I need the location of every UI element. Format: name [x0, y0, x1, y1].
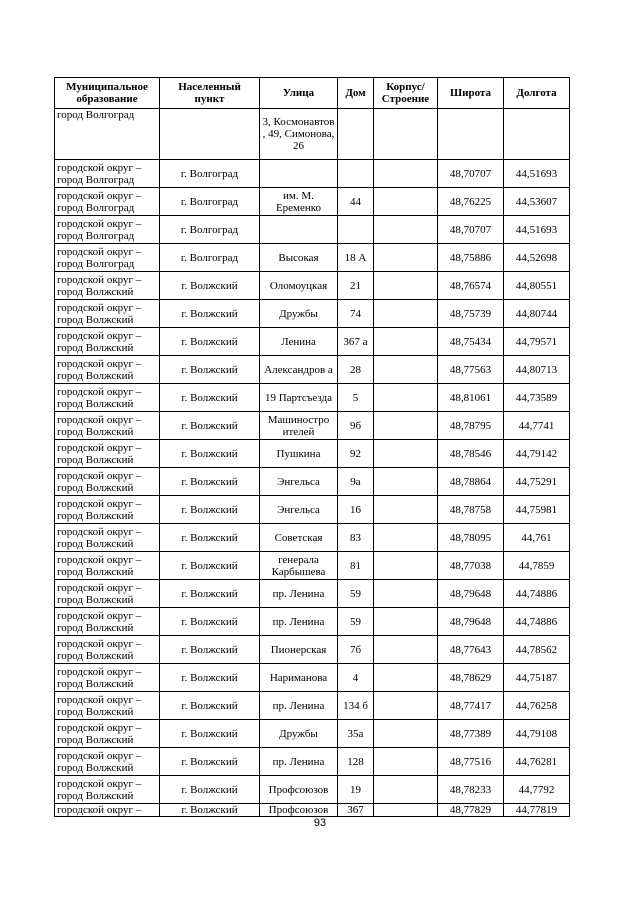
cell-latitude: 48,75434: [438, 328, 504, 356]
cell-latitude: 48,75739: [438, 300, 504, 328]
cell-building: [374, 412, 438, 440]
cell-building: [374, 188, 438, 216]
table-row: [55, 664, 570, 692]
cell-municipality: городской округ – город Волжский: [55, 552, 160, 580]
cell-street: [260, 160, 338, 188]
cell-municipality: городской округ – город Волжский: [55, 496, 160, 524]
table-row: [55, 160, 570, 188]
cell-latitude: 48,77038: [438, 552, 504, 580]
cell-municipality: городской округ – город Волжский: [55, 692, 160, 720]
cell-longitude: 44,80744: [504, 300, 570, 328]
cell-house: 59: [338, 580, 374, 608]
cell-street: пр. Ленина: [260, 692, 338, 720]
cell-building: [374, 608, 438, 636]
cell-building: [374, 300, 438, 328]
cell-longitude: 44,73589: [504, 384, 570, 412]
cell-municipality: городской округ – город Волжский: [55, 272, 160, 300]
cell-house: 35а: [338, 720, 374, 748]
cell-settlement: [160, 109, 260, 160]
cell-building: [374, 160, 438, 188]
table-row: [55, 692, 570, 720]
cell-municipality: городской округ – город Волжский: [55, 636, 160, 664]
cell-municipality: городской округ – город Волжский: [55, 384, 160, 412]
cell-street: [260, 216, 338, 244]
cell-longitude: 44,53607: [504, 188, 570, 216]
cell-settlement: г. Волжский: [160, 412, 260, 440]
cell-street: Дружбы: [260, 300, 338, 328]
cell-latitude: 48,78795: [438, 412, 504, 440]
cell-settlement: г. Волжский: [160, 300, 260, 328]
cell-house: 134 б: [338, 692, 374, 720]
table-row: [55, 300, 570, 328]
table-header-row: [55, 78, 570, 109]
cell-latitude: 48,79648: [438, 580, 504, 608]
table-row: [55, 384, 570, 412]
cell-street: Александров а: [260, 356, 338, 384]
cell-settlement: г. Волжский: [160, 496, 260, 524]
cell-street: Нариманова: [260, 664, 338, 692]
cell-settlement: г. Волжский: [160, 384, 260, 412]
cell-municipality: городской округ – город Волжский: [55, 440, 160, 468]
cell-house: 21: [338, 272, 374, 300]
cell-house: 9а: [338, 468, 374, 496]
table-row: [55, 636, 570, 664]
cell-building: [374, 244, 438, 272]
cell-longitude: 44,80713: [504, 356, 570, 384]
cell-longitude: 44,7792: [504, 776, 570, 804]
cell-street: генерала Карбышева: [260, 552, 338, 580]
cell-settlement: г. Волжский: [160, 608, 260, 636]
cell-settlement: г. Волжский: [160, 804, 260, 817]
cell-street: Профсоюзов: [260, 776, 338, 804]
cell-municipality: городской округ – город Волгоград: [55, 216, 160, 244]
header-latitude: Широта: [438, 78, 504, 109]
cell-house: 83: [338, 524, 374, 552]
cell-municipality: городской округ – город Волжский: [55, 664, 160, 692]
table-row: [55, 272, 570, 300]
table-row: [55, 496, 570, 524]
header-municipality: Муниципальное образование: [55, 78, 160, 109]
cell-house: 367: [338, 804, 374, 817]
cell-longitude: 44,76281: [504, 748, 570, 776]
cell-building: [374, 109, 438, 160]
table-row: [55, 580, 570, 608]
cell-house: 4: [338, 664, 374, 692]
table-row: [55, 440, 570, 468]
table-row: [55, 468, 570, 496]
cell-building: [374, 580, 438, 608]
cell-settlement: г. Волжский: [160, 636, 260, 664]
cell-street: Профсоюзов: [260, 804, 338, 817]
cell-longitude: 44,75291: [504, 468, 570, 496]
cell-latitude: 48,75886: [438, 244, 504, 272]
cell-settlement: г. Волжский: [160, 692, 260, 720]
cell-longitude: 44,51693: [504, 160, 570, 188]
cell-street: Дружбы: [260, 720, 338, 748]
table-row: [55, 188, 570, 216]
cell-longitude: 44,75981: [504, 496, 570, 524]
cell-building: [374, 804, 438, 817]
cell-longitude: 44,79571: [504, 328, 570, 356]
cell-latitude: 48,79648: [438, 608, 504, 636]
cell-house: 28: [338, 356, 374, 384]
cell-settlement: г. Волгоград: [160, 188, 260, 216]
cell-municipality: городской округ – город Волжский: [55, 328, 160, 356]
table-row: [55, 412, 570, 440]
cell-house: 19: [338, 776, 374, 804]
cell-latitude: 48,70707: [438, 160, 504, 188]
cell-municipality: городской округ –: [55, 804, 160, 817]
cell-street: пр. Ленина: [260, 608, 338, 636]
cell-longitude: 44,79142: [504, 440, 570, 468]
cell-municipality: городской округ – город Волгоград: [55, 244, 160, 272]
table-row: [55, 720, 570, 748]
cell-building: [374, 328, 438, 356]
table-row: [55, 109, 570, 160]
table-row: [55, 216, 570, 244]
cell-house: 44: [338, 188, 374, 216]
cell-latitude: 48,77563: [438, 356, 504, 384]
cell-latitude: 48,77516: [438, 748, 504, 776]
cell-longitude: 44,7741: [504, 412, 570, 440]
cell-latitude: 48,78095: [438, 524, 504, 552]
cell-street: Энгельса: [260, 496, 338, 524]
cell-latitude: 48,77417: [438, 692, 504, 720]
cell-house: 81: [338, 552, 374, 580]
table-row: [55, 328, 570, 356]
table-body: [55, 109, 570, 817]
cell-house: 7б: [338, 636, 374, 664]
cell-municipality: городской округ – город Волжский: [55, 580, 160, 608]
cell-street: Ленина: [260, 328, 338, 356]
table-row: [55, 244, 570, 272]
cell-longitude: 44,51693: [504, 216, 570, 244]
cell-latitude: 48,77389: [438, 720, 504, 748]
cell-building: [374, 748, 438, 776]
cell-street: пр. Ленина: [260, 748, 338, 776]
cell-settlement: г. Волжский: [160, 552, 260, 580]
cell-settlement: г. Волгоград: [160, 216, 260, 244]
cell-longitude: 44,80551: [504, 272, 570, 300]
cell-latitude: 48,78758: [438, 496, 504, 524]
table-row: [55, 608, 570, 636]
cell-house: 5: [338, 384, 374, 412]
cell-building: [374, 552, 438, 580]
cell-building: [374, 468, 438, 496]
cell-settlement: г. Волгоград: [160, 160, 260, 188]
cell-building: [374, 216, 438, 244]
cell-street: Пушкина: [260, 440, 338, 468]
cell-house: 18 А: [338, 244, 374, 272]
cell-settlement: г. Волжский: [160, 356, 260, 384]
header-longitude: Долгота: [504, 78, 570, 109]
cell-house: 128: [338, 748, 374, 776]
cell-house: 9б: [338, 412, 374, 440]
cell-latitude: 48,70707: [438, 216, 504, 244]
cell-street: Машиностро ителей: [260, 412, 338, 440]
cell-municipality: городской округ – город Волжский: [55, 748, 160, 776]
cell-longitude: 44,74886: [504, 580, 570, 608]
cell-building: [374, 776, 438, 804]
cell-settlement: г. Волжский: [160, 664, 260, 692]
cell-settlement: г. Волжский: [160, 524, 260, 552]
cell-latitude: 48,77643: [438, 636, 504, 664]
cell-building: [374, 664, 438, 692]
cell-municipality: городской округ – город Волгоград: [55, 160, 160, 188]
table-row: [55, 776, 570, 804]
cell-building: [374, 384, 438, 412]
cell-latitude: 48,78546: [438, 440, 504, 468]
cell-municipality: городской округ – город Волгоград: [55, 188, 160, 216]
cell-settlement: г. Волжский: [160, 776, 260, 804]
cell-street: Советская: [260, 524, 338, 552]
cell-longitude: 44,52698: [504, 244, 570, 272]
cell-street: 19 Партсъезда: [260, 384, 338, 412]
cell-municipality: городской округ – город Волжский: [55, 720, 160, 748]
header-street: Улица: [260, 78, 338, 109]
cell-municipality: городской округ – город Волжский: [55, 412, 160, 440]
cell-longitude: [504, 109, 570, 160]
cell-municipality: город Волгоград: [55, 109, 160, 160]
cell-building: [374, 356, 438, 384]
table-row: [55, 356, 570, 384]
cell-settlement: г. Волгоград: [160, 244, 260, 272]
cell-street: 3, Космонавтов , 49, Симонова, 26: [260, 109, 338, 160]
cell-building: [374, 440, 438, 468]
cell-building: [374, 720, 438, 748]
cell-latitude: 48,78864: [438, 468, 504, 496]
cell-latitude: 48,78629: [438, 664, 504, 692]
cell-latitude: 48,81061: [438, 384, 504, 412]
header-building: Корпус/ Строение: [374, 78, 438, 109]
cell-longitude: 44,77819: [504, 804, 570, 817]
cell-municipality: городской округ – город Волжский: [55, 524, 160, 552]
cell-latitude: 48,76225: [438, 188, 504, 216]
cell-building: [374, 636, 438, 664]
cell-municipality: городской округ – город Волжский: [55, 300, 160, 328]
cell-longitude: 44,76258: [504, 692, 570, 720]
table-row: [55, 804, 570, 817]
cell-municipality: городской округ – город Волжский: [55, 776, 160, 804]
cell-latitude: 48,76574: [438, 272, 504, 300]
cell-street: Энгельса: [260, 468, 338, 496]
cell-settlement: г. Волжский: [160, 720, 260, 748]
cell-building: [374, 692, 438, 720]
cell-settlement: г. Волжский: [160, 748, 260, 776]
cell-house: 59: [338, 608, 374, 636]
cell-house: 16: [338, 496, 374, 524]
cell-settlement: г. Волжский: [160, 328, 260, 356]
table-row: [55, 748, 570, 776]
cell-street: Пионерская: [260, 636, 338, 664]
header-settlement: Населенный пункт: [160, 78, 260, 109]
cell-municipality: городской округ – город Волжский: [55, 468, 160, 496]
cell-house: 74: [338, 300, 374, 328]
cell-street: им. М. Еременко: [260, 188, 338, 216]
cell-latitude: 48,78233: [438, 776, 504, 804]
cell-latitude: 48,77829: [438, 804, 504, 817]
table-row: [55, 552, 570, 580]
cell-building: [374, 496, 438, 524]
cell-building: [374, 524, 438, 552]
page-number: 93: [313, 817, 327, 829]
cell-longitude: 44,78562: [504, 636, 570, 664]
cell-house: 92: [338, 440, 374, 468]
cell-municipality: городской округ – город Волжский: [55, 608, 160, 636]
cell-house: 367 а: [338, 328, 374, 356]
cell-settlement: г. Волжский: [160, 440, 260, 468]
table-row: [55, 524, 570, 552]
address-coordinates-table: [54, 77, 570, 817]
cell-street: Оломоуцкая: [260, 272, 338, 300]
cell-street: Высокая: [260, 244, 338, 272]
cell-settlement: г. Волжский: [160, 468, 260, 496]
cell-latitude: [438, 109, 504, 160]
cell-building: [374, 272, 438, 300]
header-house: Дом: [338, 78, 374, 109]
cell-house: [338, 109, 374, 160]
cell-longitude: 44,75187: [504, 664, 570, 692]
cell-street: пр. Ленина: [260, 580, 338, 608]
cell-municipality: городской округ – город Волжский: [55, 356, 160, 384]
cell-longitude: 44,761: [504, 524, 570, 552]
cell-settlement: г. Волжский: [160, 580, 260, 608]
cell-house: [338, 216, 374, 244]
cell-settlement: г. Волжский: [160, 272, 260, 300]
cell-house: [338, 160, 374, 188]
cell-longitude: 44,79108: [504, 720, 570, 748]
cell-longitude: 44,7859: [504, 552, 570, 580]
cell-longitude: 44,74886: [504, 608, 570, 636]
